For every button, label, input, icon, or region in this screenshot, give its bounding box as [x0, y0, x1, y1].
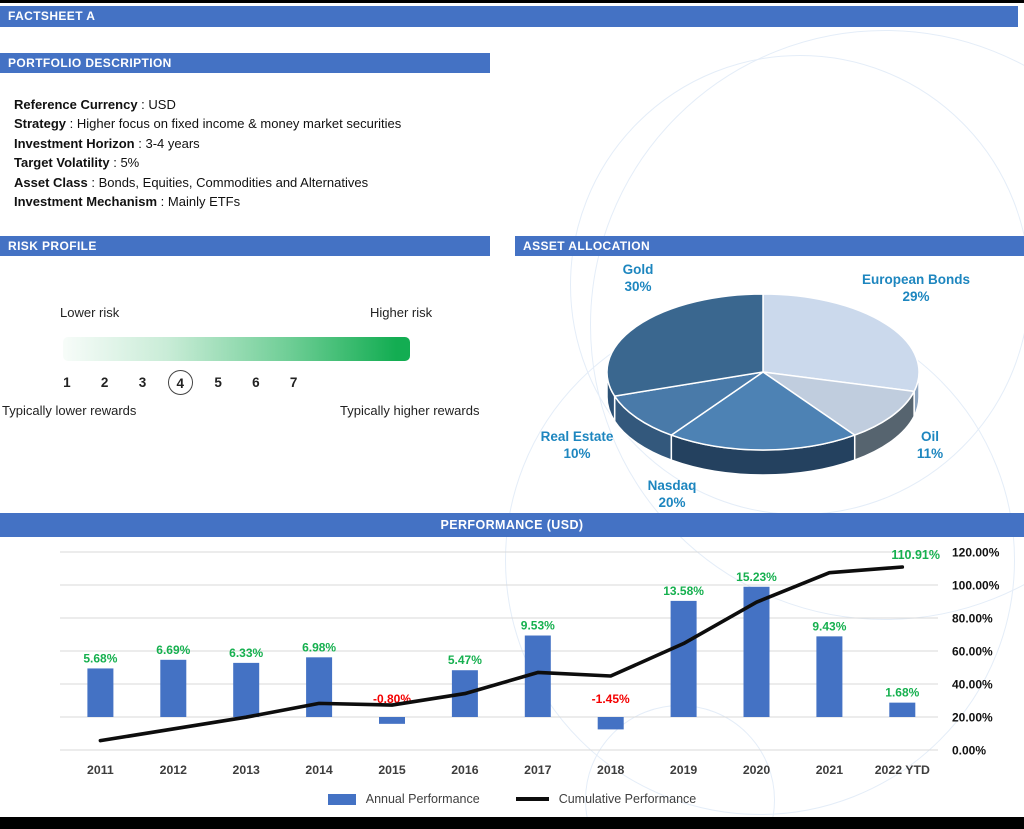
page-title: [0, 6, 1018, 27]
description-row: Target Volatility : 5%: [14, 155, 140, 171]
risk-scale-number: 3: [138, 375, 147, 390]
pie-label-gold: Gold 30%: [622, 262, 654, 294]
pie-label-real-estate: Real Estate 10%: [540, 429, 614, 461]
pie-label-oil: Oil 11%: [916, 429, 944, 461]
risk-gradient-bar: [63, 337, 410, 361]
x-axis-label-2018: 2018: [597, 763, 625, 777]
legend-bar-swatch: [328, 794, 356, 805]
cumulative-performance-line: [100, 567, 902, 741]
legend-annual-label: Annual Performance: [365, 792, 480, 806]
bar-value-label: 5.47%: [447, 653, 482, 668]
bar-value-label: 5.68%: [83, 651, 118, 666]
risk-scale-number: 6: [252, 375, 260, 390]
x-axis-label-2011: 2011: [87, 763, 114, 777]
bar-value-label: 13.58%: [663, 583, 704, 598]
x-axis-label-2016: 2016: [451, 763, 479, 777]
window-edge-top: [0, 0, 1024, 3]
bar-2011: [87, 668, 113, 717]
x-axis-label-2017: 2017: [524, 763, 552, 777]
x-axis-label-2013: 2013: [232, 763, 260, 777]
risk-scale-selected: 4: [168, 370, 193, 395]
chart-legend: [0, 792, 1024, 806]
right-axis-tick: 0.00%: [952, 743, 987, 758]
higher-rewards-label: Typically higher rewards: [340, 403, 480, 418]
x-axis-label-2021: 2021: [815, 763, 844, 777]
section-header-portfolio-description: PORTFOLIO DESCRIPTION: [0, 53, 490, 73]
description-row: Strategy : Higher focus on fixed income & money market securities: [14, 116, 402, 132]
lower-rewards-label: Typically lower rewards: [2, 403, 137, 418]
legend-line-swatch: [516, 797, 549, 801]
window-edge-bottom: [0, 817, 1024, 829]
risk-scale-number: 5: [214, 375, 222, 390]
description-row: Investment Horizon : 3-4 years: [14, 135, 200, 151]
bar-2013: [233, 663, 259, 717]
x-axis-label-2019: 2019: [669, 763, 698, 777]
bar-2022-ytd: [889, 703, 915, 717]
risk-scale-numbers: [48, 369, 313, 396]
bar-value-label: 6.98%: [302, 640, 337, 655]
higher-risk-label: Higher risk: [370, 305, 433, 320]
right-axis-tick: 100.00%: [952, 578, 1000, 593]
section-header-performance: PERFORMANCE (USD): [0, 513, 1024, 537]
bar-value-label: 9.43%: [812, 619, 847, 634]
risk-scale-number: 1: [63, 375, 71, 390]
page-title-text: FACTSHEET A: [8, 9, 96, 23]
x-axis-label-2012: 2012: [159, 763, 187, 777]
right-axis-tick: 40.00%: [952, 677, 993, 692]
section-header-asset-allocation: ASSET ALLOCATION: [515, 236, 1024, 256]
description-row: Investment Mechanism : Mainly ETFs: [14, 194, 241, 210]
right-axis-tick: 20.00%: [952, 710, 993, 725]
bar-value-label: 1.68%: [885, 685, 920, 700]
x-axis-label-2015: 2015: [378, 763, 406, 777]
section-header-risk-profile: RISK PROFILE: [0, 236, 490, 256]
bar-value-label: 6.69%: [156, 642, 191, 657]
x-axis-label-2022-ytd: 2022 YTD: [874, 763, 930, 777]
right-axis-tick: 120.00%: [952, 545, 1000, 560]
bar-value-label: -1.45%: [591, 692, 630, 706]
bar-value-label: 15.23%: [736, 569, 777, 584]
bar-2019: [671, 601, 697, 717]
description-row: Reference Currency : USD: [14, 97, 176, 112]
right-axis-tick: 60.00%: [952, 644, 993, 659]
pie-label-nasdaq: Nasdaq 20%: [647, 478, 697, 510]
bar-2018: [598, 717, 624, 729]
lower-risk-label: Lower risk: [60, 305, 120, 320]
bar-2015: [379, 717, 405, 724]
pie-label-european-bonds: European Bonds 29%: [861, 272, 971, 304]
legend-cumulative-label: Cumulative Performance: [558, 792, 697, 806]
x-axis-label-2020: 2020: [742, 763, 771, 777]
bar-value-label: 6.33%: [229, 645, 264, 660]
risk-scale-number: 2: [100, 375, 109, 390]
right-axis-tick: 80.00%: [952, 611, 993, 626]
bar-2021: [816, 636, 842, 717]
x-axis-label-2014: 2014: [305, 763, 333, 777]
description-row: Asset Class : Bonds, Equities, Commodities and Alternatives: [14, 174, 369, 190]
bar-value-label: 9.53%: [520, 618, 555, 633]
bar-value-label: -0.80%: [372, 692, 412, 706]
bar-2012: [160, 660, 186, 717]
bar-2014: [306, 657, 332, 717]
performance-chart: [0, 537, 1024, 790]
risk-scale-number: 7: [289, 375, 298, 390]
final-cumulative-label: 110.91%: [891, 548, 940, 562]
portfolio-description-text: [14, 95, 401, 211]
